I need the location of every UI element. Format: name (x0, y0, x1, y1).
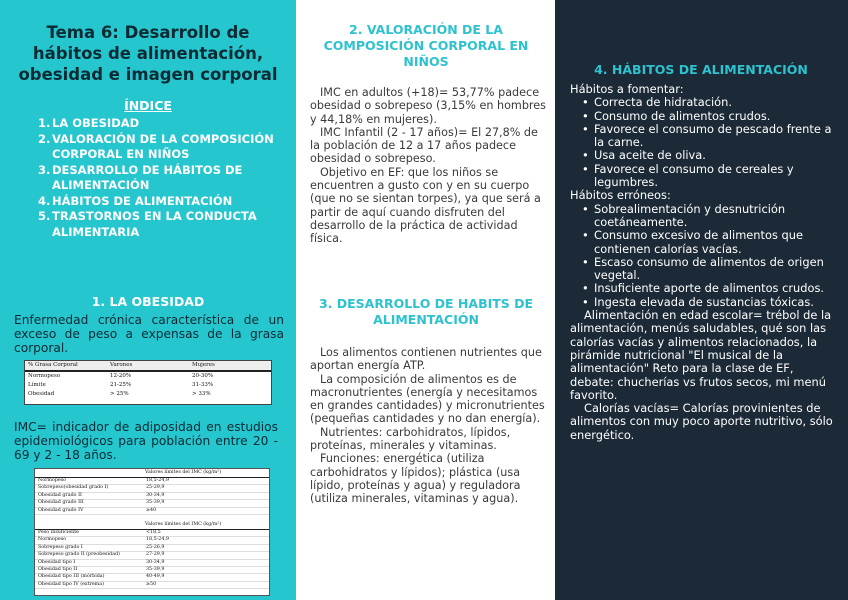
table-row: Obesidad grado III 35-39,9 (35, 500, 269, 507)
list-item: • Escaso consumo de alimentos de origen vegetal. (582, 256, 838, 283)
list-item: • Ingesta elevada de sustancias tóxicas. (582, 296, 838, 309)
column-left (0, 0, 296, 600)
paragraph: Los alimentos contienen nutrientes que aportan energía ATP. (310, 346, 542, 373)
paragraph: Nutrientes: carbohidratos, lípidos, proteínas, minerales y vitaminas. (310, 425, 511, 453)
habits-wrong-list (570, 203, 838, 309)
table-header: Valores límites del IMC (kg/m²) (35, 521, 269, 530)
table-row: Obesidad grado IV ≥40 (35, 508, 269, 515)
index-item: 2. VALORACIÓN DE LA COMPOSICIÓN CORPORAL EN NIÑOS (38, 131, 274, 161)
body-fat-table (24, 360, 272, 405)
empty-calories-text: Calorías vacías= Calorías provinientes de alimentos con muy poco aporte nutritivo, sólo energético. (570, 401, 833, 442)
list-item: • Usa aceite de oliva. (582, 149, 838, 162)
list-item: • Correcta de hidratación. (582, 96, 838, 109)
section-1-text: Enfermedad crónica característica de un exceso de peso a expensas de la grasa corporal. (14, 313, 284, 355)
paragraph: IMC en adultos (+18)= 53,77% padece obesidad o sobrepeso (3,15% en hombres y 44,18% en mujeres). (310, 86, 546, 126)
paragraph: IMC Infantil (2 - 17 años)= El 27,8% de la población de 12 a 17 años padece obesidad o sobrepeso. (310, 125, 538, 166)
list-item: • Consumo de alimentos crudos. (582, 110, 838, 123)
table-row: Obesidad grado II 30-34,9 (35, 493, 269, 500)
table-row: Obesidad tipo IV (extrema) ≥50 (35, 582, 269, 589)
section-2-body (310, 86, 546, 246)
index-item: 5. TRASTORNOS EN LA CONDUCTA ALIMENTARIA (38, 209, 257, 239)
habits-promote-list (570, 96, 838, 189)
index-title: ÍNDICE (124, 98, 172, 113)
list-item: • Favorece el consumo de cereales y legumbres. (582, 163, 838, 190)
table-row: Sobrepeso(obesidad grado I) 25-29,9 (35, 485, 269, 492)
section-2-title: 2. VALORACIÓN DE LA COMPOSICIÓN CORPORAL EN NIÑOS (323, 22, 529, 69)
habits-wrong-label: Hábitos erróneos: (570, 188, 671, 203)
habits-promote-label: Hábitos a fomentar: (570, 82, 684, 96)
imc-text: IMC= indicador de adiposidad en estudios epidemiológicos para población entre 20 - 69 y 2 - 18 años. (14, 420, 278, 462)
index-list (38, 116, 288, 240)
column-middle (296, 0, 555, 600)
list-item: • Favorece el consumo de pescado frente a la carne. (582, 123, 838, 150)
table-row: Sobrepeso grado I 25-26,9 (35, 545, 269, 552)
table-header: Valores límites del IMC (kg/m²) (35, 469, 269, 478)
section-3-title: 3. DESARROLLO DE HABITS DE ALIMENTACIÓN (318, 296, 534, 327)
table-row: Peso insuficiente <18,5 (35, 530, 269, 537)
paragraph: Objetivo en EF: que los niños se encuentren a gusto con y en su cuerpo (que no se sientan torpes), ya que será a partir de aquí cuando disfruten del desarrollo de la práctica de actividad física. (310, 165, 541, 246)
index-item: 3. DESARROLLO DE HÁBITOS DE ALIMENTACIÓN (38, 162, 243, 192)
imc-table (34, 468, 270, 596)
section-1-title: 1. LA OBESIDAD (91, 294, 205, 309)
table-row: Obesidad tipo II 35-39,9 (35, 567, 269, 574)
paragraph: La composición de alimentos es de macronutrientes (energía y necesitamos en grandes cantidades) y micronutrientes (pequeñas cantidades y no dan energía). (310, 372, 545, 426)
list-item: • Consumo excesivo de alimentos que contienen calorías vacías. (582, 229, 838, 256)
section-4-body (570, 83, 838, 442)
section-3-body (310, 346, 546, 506)
table-row: Normopeso 18,5-24,9 (35, 537, 269, 544)
table-row: Obesidad > 25% > 33% (28, 391, 211, 397)
index-item: 1. LA OBESIDAD (38, 116, 140, 130)
table-row: Normopeso 18,5-24,9 (35, 478, 269, 485)
table-row: Sobrepeso grado II (preobesidad) 27-29,9 (35, 552, 269, 559)
table-row: Normopeso 12-20% 20-30% (28, 373, 214, 379)
list-item: • Sobrealimentación y desnutrición coetáneamente. (582, 203, 838, 230)
table-row: Obesidad tipo III (mórbida) 40-49,9 (35, 574, 269, 581)
section-4-title: 4. HÁBITOS DE ALIMENTACIÓN (594, 62, 808, 77)
school-feeding-text: Alimentación en edad escolar= trébol de la alimentación, menús saludables, qué son las calorías vacías y alimentos relacionados, la pirámide nutricional "El musical de la alimentación" Reto para la clase de EF, debate: chucherías vs frutos secos, mi menú favorito. (570, 308, 832, 402)
table-row: Límite 21-25% 31-33% (28, 382, 214, 388)
index-item: 4. HÁBITOS DE ALIMENTACIÓN (38, 193, 233, 208)
paragraph: Funciones: energética (utiliza carbohidratos y lípidos); plástica (usa lípido, proteínas y agua) y reguladora (utiliza minerales, vitaminas y agua). (310, 452, 521, 506)
list-item: • Insuficiente aporte de alimentos crudos. (582, 282, 838, 295)
document-title: Tema 6: Desarrollo de hábitos de alimentación, obesidad e imagen corporal (18, 23, 278, 84)
table-row: Obesidad tipo I 30-34,9 (35, 560, 269, 567)
column-right (555, 0, 848, 600)
table-header: % Grasa Corporal Varones Mujeres (25, 361, 271, 372)
